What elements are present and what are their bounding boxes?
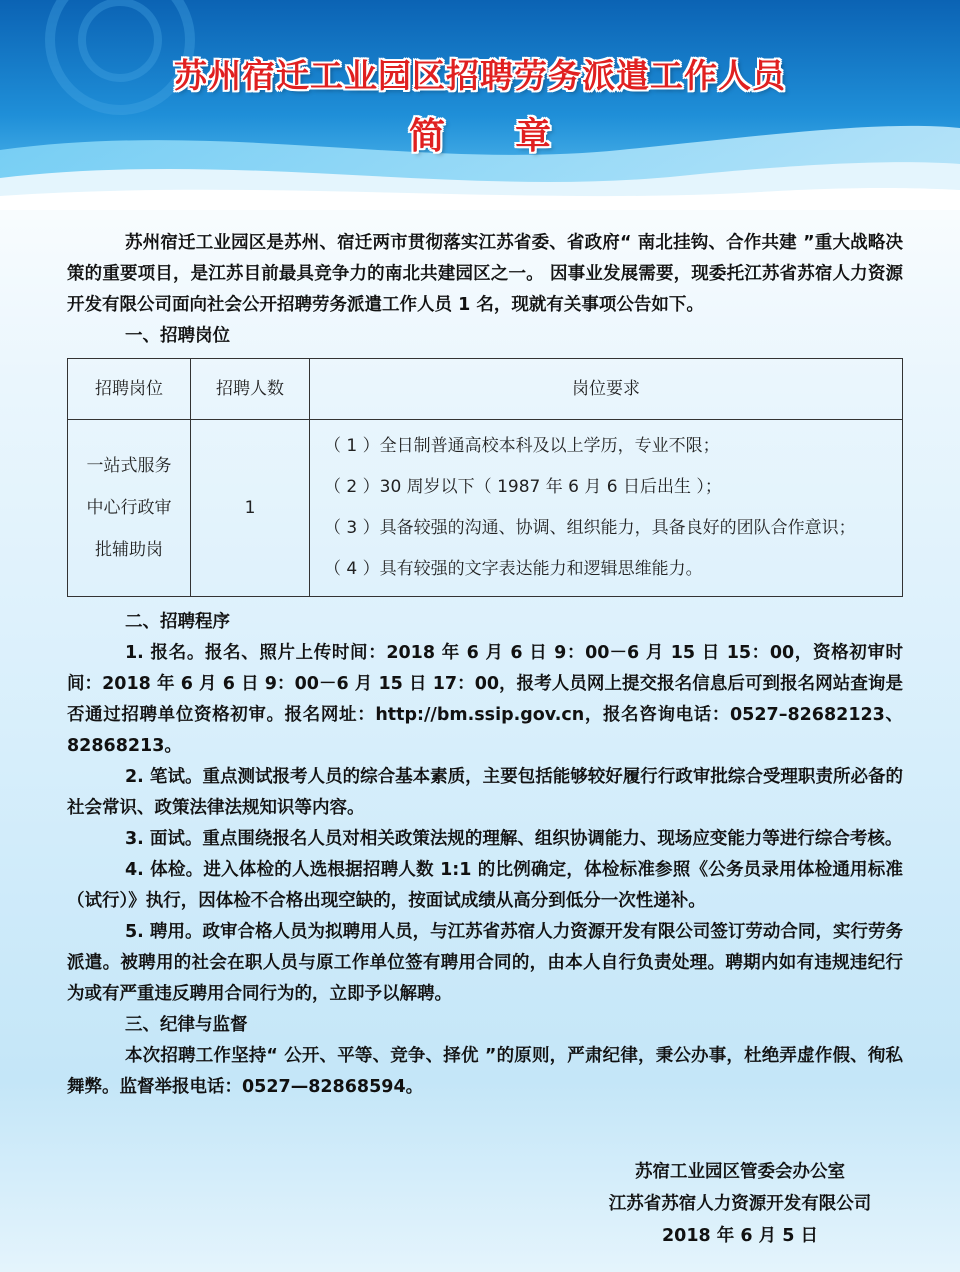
section-heading-positions: 一、招聘岗位 (125, 326, 230, 346)
procedure-medical-exam: 4. 体检。进入体检的人选根据招聘人数 1:1 的比例确定，体检标准参照《公务员录用体检通用标准（试行）》执行，因体检不合格出现空缺的，按面试成绩从高分到低分一次性递补。 (67, 860, 903, 911)
subtitle-char-2: 章 (515, 116, 552, 157)
position-line: 一站式服务 (86, 456, 172, 476)
position-line: 中心行政审 (86, 498, 172, 518)
table-header-row (68, 359, 903, 420)
header-banner (0, 0, 960, 210)
page-subtitle (0, 108, 960, 159)
discipline-paragraph: 本次招聘工作坚持“ 公开、平等、竞争、择优 ”的原则，严肃纪律，秉公办事，杜绝弄虚作假、徇私舞弊。监督举报电话：0527—82868594。 (67, 1046, 903, 1097)
procedure-hiring: 5. 聘用。政审合格人员为拟聘用人员，与江苏省苏宿人力资源开发有限公司签订劳动合同，实行劳务派遣。被聘用的社会在职人员与原工作单位签有聘用合同的，由本人自行负责处理。聘期内如有违规违纪行为或有严重违反聘用合同行为的，立即予以解聘。 (67, 922, 903, 1004)
requirement-item: （ 1 ）全日制普通高校本科及以上学历，专业不限； (324, 436, 720, 456)
requirement-item: （ 4 ）具有较强的文字表达能力和逻辑思维能力。 (324, 559, 703, 579)
intro-paragraph: 苏州宿迁工业园区是苏州、宿迁两市贯彻落实江苏省委、省政府“ 南北挂钩、合作共建 ”重大战略决策的重要项目，是江苏目前最具竞争力的南北共建园区之一。 因事业发展需要，现委托江苏省苏宿人力资源开发有限公司面向社会公开招聘劳务派遣工作人员 1 名，现就有关事项公告如下。 (67, 233, 903, 315)
subtitle-char-1: 简 (408, 116, 445, 157)
section-heading-procedure: 二、招聘程序 (125, 612, 230, 632)
signature-org1: 苏宿工业园区管委会办公室 (635, 1162, 845, 1182)
requirement-item: （ 2 ）30 周岁以下（ 1987 年 6 月 6 日后出生 ）； (324, 477, 722, 497)
cell-requirements (310, 420, 903, 597)
requirement-item: （ 3 ）具备较强的沟通、协调、组织能力，具备良好的团队合作意识； (324, 518, 856, 538)
procedure-registration: 1. 报名。报名、照片上传时间：2018 年 6 月 6 日 9：00－6 月 15 日 15：00，资格初审时间：2018 年 6 月 6 日 9：00－6 月 15 日 17：00，报考人员网上提交报名信息后可到报名网站查询是否通过招聘单位资格初审。报名网址：http://bm.ssip.gov.cn，报名咨询电话：0527–82682123、82868213。 (67, 643, 903, 756)
signature-date: 2018 年 6 月 5 日 (661, 1226, 819, 1246)
table-row (68, 420, 903, 597)
page-title: 苏州宿迁工业园区招聘劳务派遣工作人员 (174, 56, 786, 95)
signature-block (580, 1156, 900, 1252)
position-line: 批辅助岗 (95, 540, 163, 560)
table-header-requirements: 岗位要求 (310, 359, 903, 420)
signature-org2: 江苏省苏宿人力资源开发有限公司 (608, 1194, 872, 1214)
cell-position (68, 420, 191, 597)
banner-background (0, 0, 960, 210)
procedure-written-test: 2. 笔试。重点测试报考人员的综合基本素质，主要包括能够较好履行行政审批综合受理职责所必备的社会常识、政策法律法规知识等内容。 (67, 767, 903, 818)
positions-table (67, 358, 903, 597)
document-body (67, 228, 903, 1103)
table-header-position: 招聘岗位 (68, 359, 191, 420)
section-heading-discipline: 三、纪律与监督 (125, 1015, 248, 1035)
table-header-count: 招聘人数 (191, 359, 310, 420)
cell-count: 1 (191, 420, 310, 597)
procedure-interview: 3. 面试。重点围绕报名人员对相关政策法规的理解、组织协调能力、现场应变能力等进行综合考核。 (125, 829, 903, 849)
